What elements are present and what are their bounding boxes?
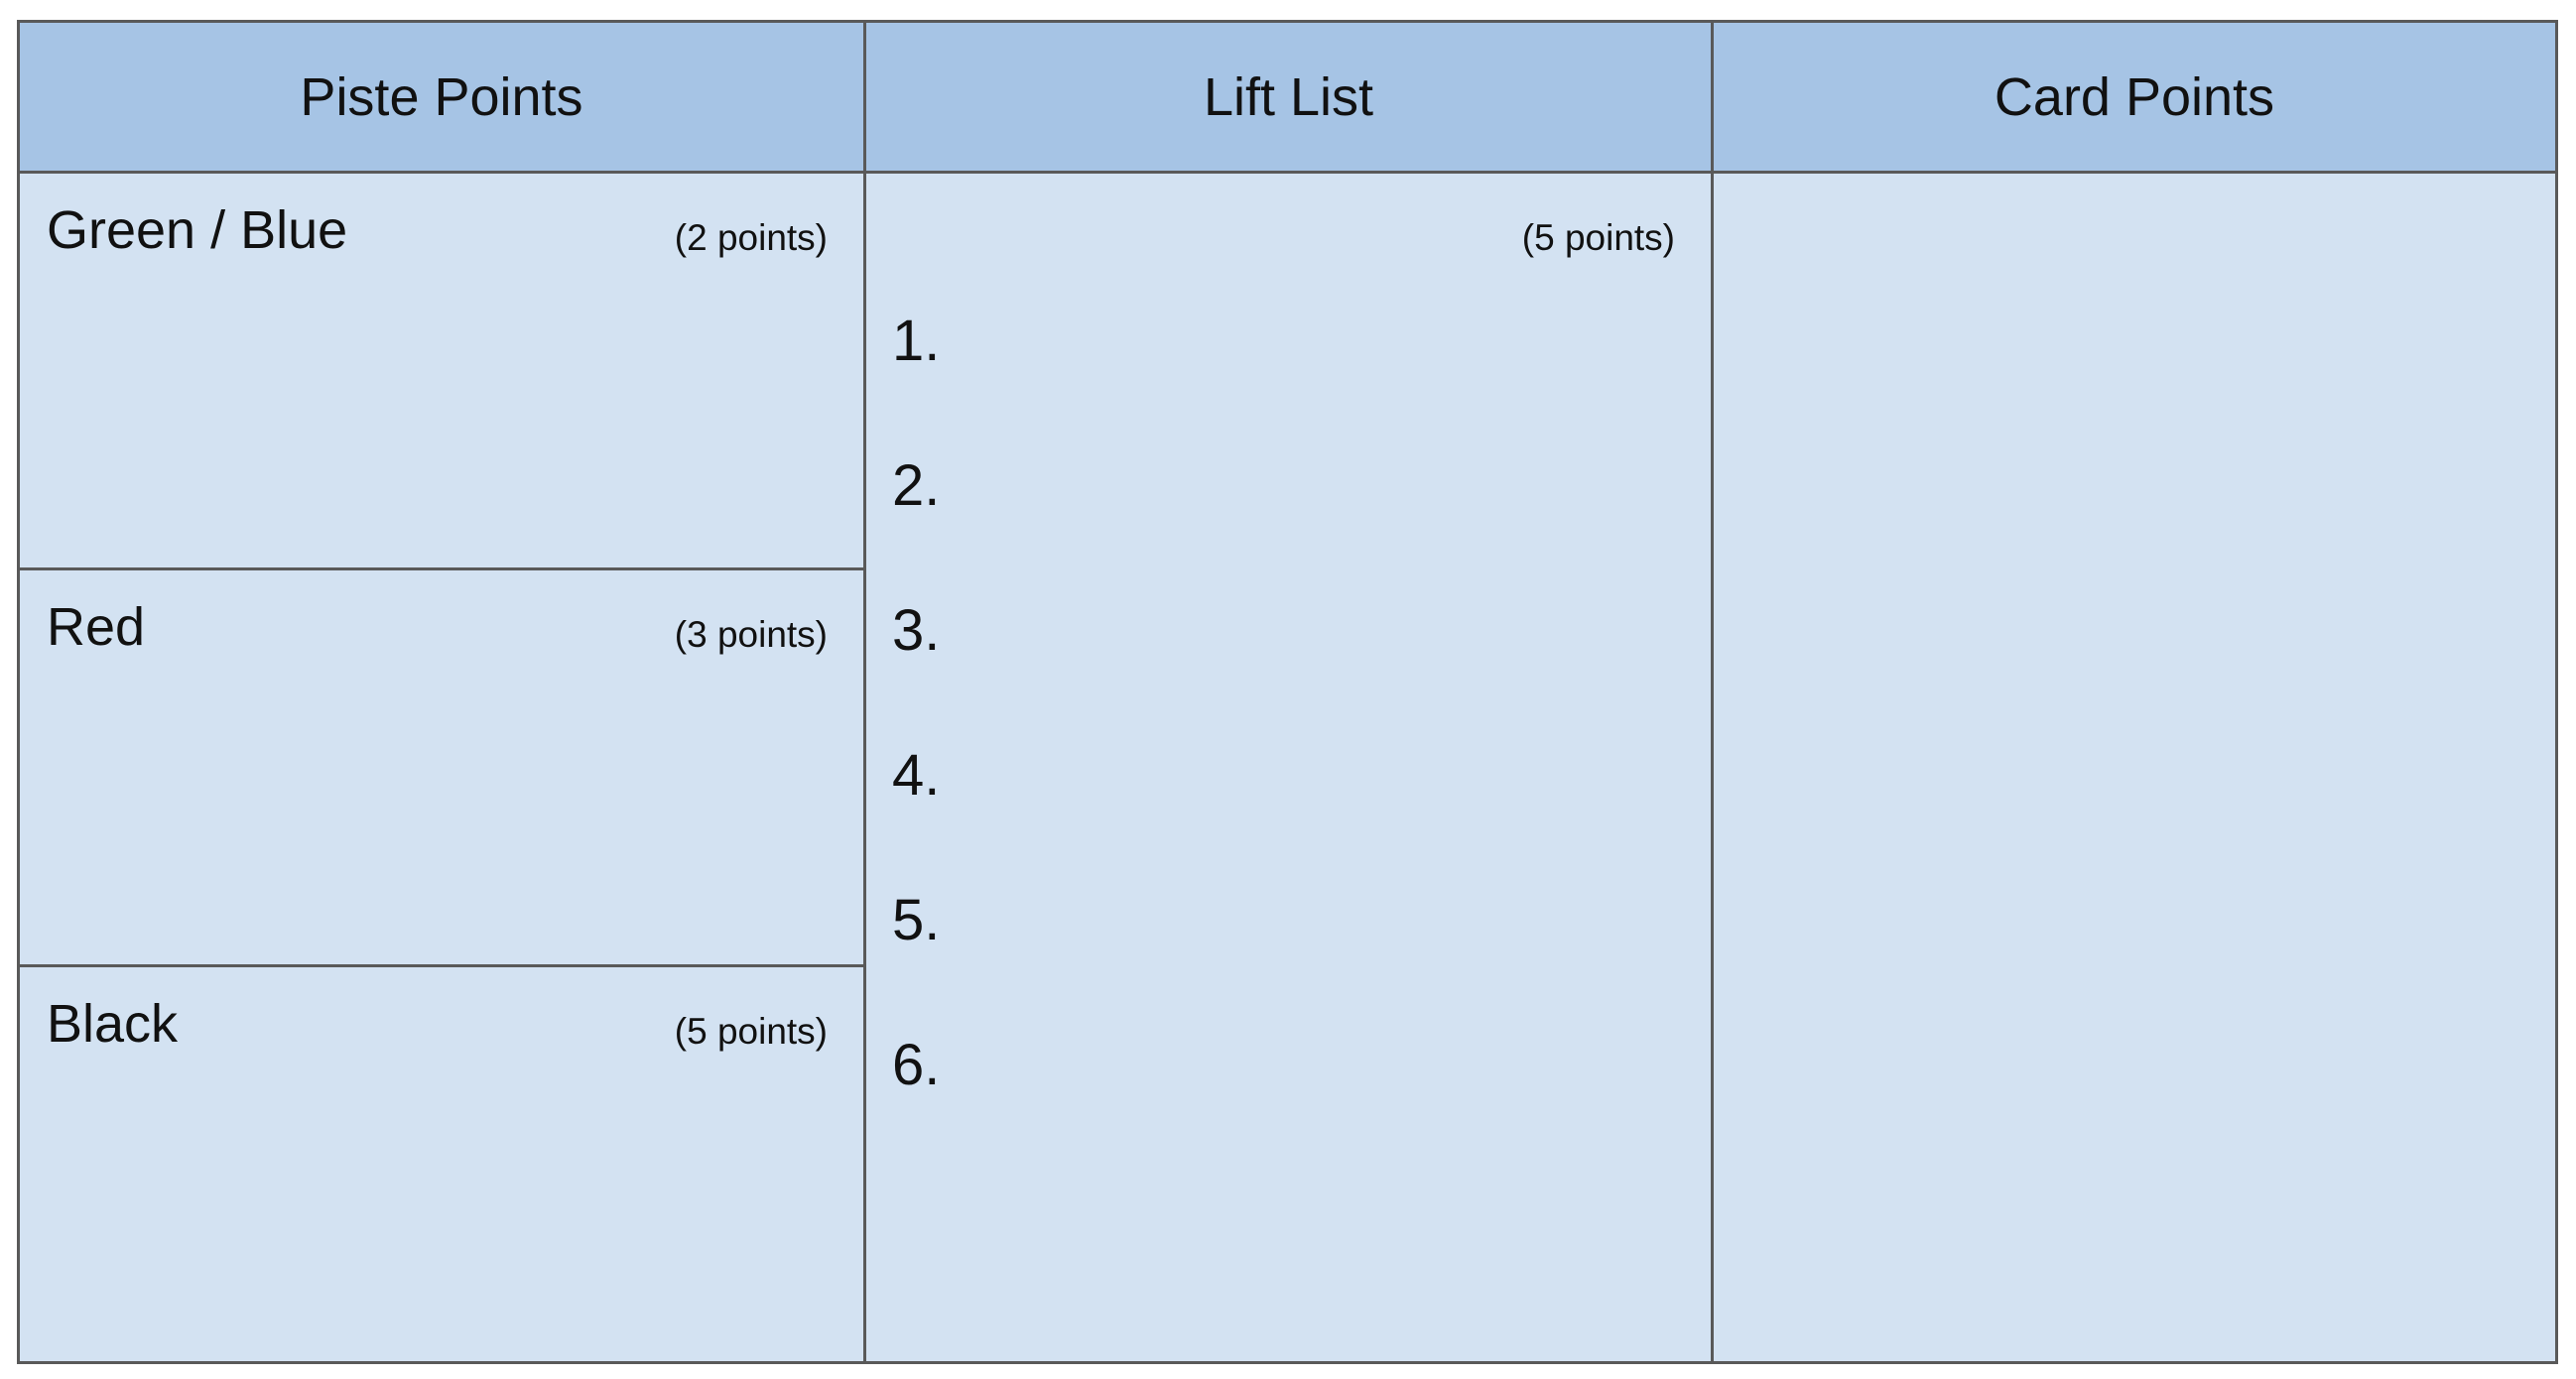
piste-row-points: (3 points) xyxy=(674,614,828,655)
lift-list-item: 2. xyxy=(892,453,941,518)
piste-row-green-blue xyxy=(20,174,863,570)
piste-row-label: Red xyxy=(47,597,146,657)
piste-row-black xyxy=(20,967,863,1361)
card-points-header: Card Points xyxy=(1714,23,2555,174)
lift-list-body xyxy=(866,174,1711,1361)
piste-row-points: (5 points) xyxy=(674,1011,828,1052)
card-points-body xyxy=(1714,174,2555,1361)
piste-points-column xyxy=(20,23,866,1361)
piste-row-label: Green / Blue xyxy=(47,200,348,260)
card-points-column xyxy=(1714,23,2555,1361)
lift-list-item: 4. xyxy=(892,743,941,808)
lift-list-points: (5 points) xyxy=(1521,217,1675,258)
lift-list-item: 6. xyxy=(892,1033,941,1097)
piste-row-label: Black xyxy=(47,994,179,1054)
piste-points-header: Piste Points xyxy=(20,23,863,174)
lift-list-item: 3. xyxy=(892,598,941,663)
lift-list-item: 5. xyxy=(892,888,941,952)
score-sheet-table xyxy=(17,20,2558,1364)
lift-list-column xyxy=(866,23,1714,1361)
piste-row-red xyxy=(20,570,863,967)
piste-row-points: (2 points) xyxy=(674,217,828,258)
lift-list-header: Lift List xyxy=(866,23,1711,174)
lift-list-item: 1. xyxy=(892,309,941,373)
